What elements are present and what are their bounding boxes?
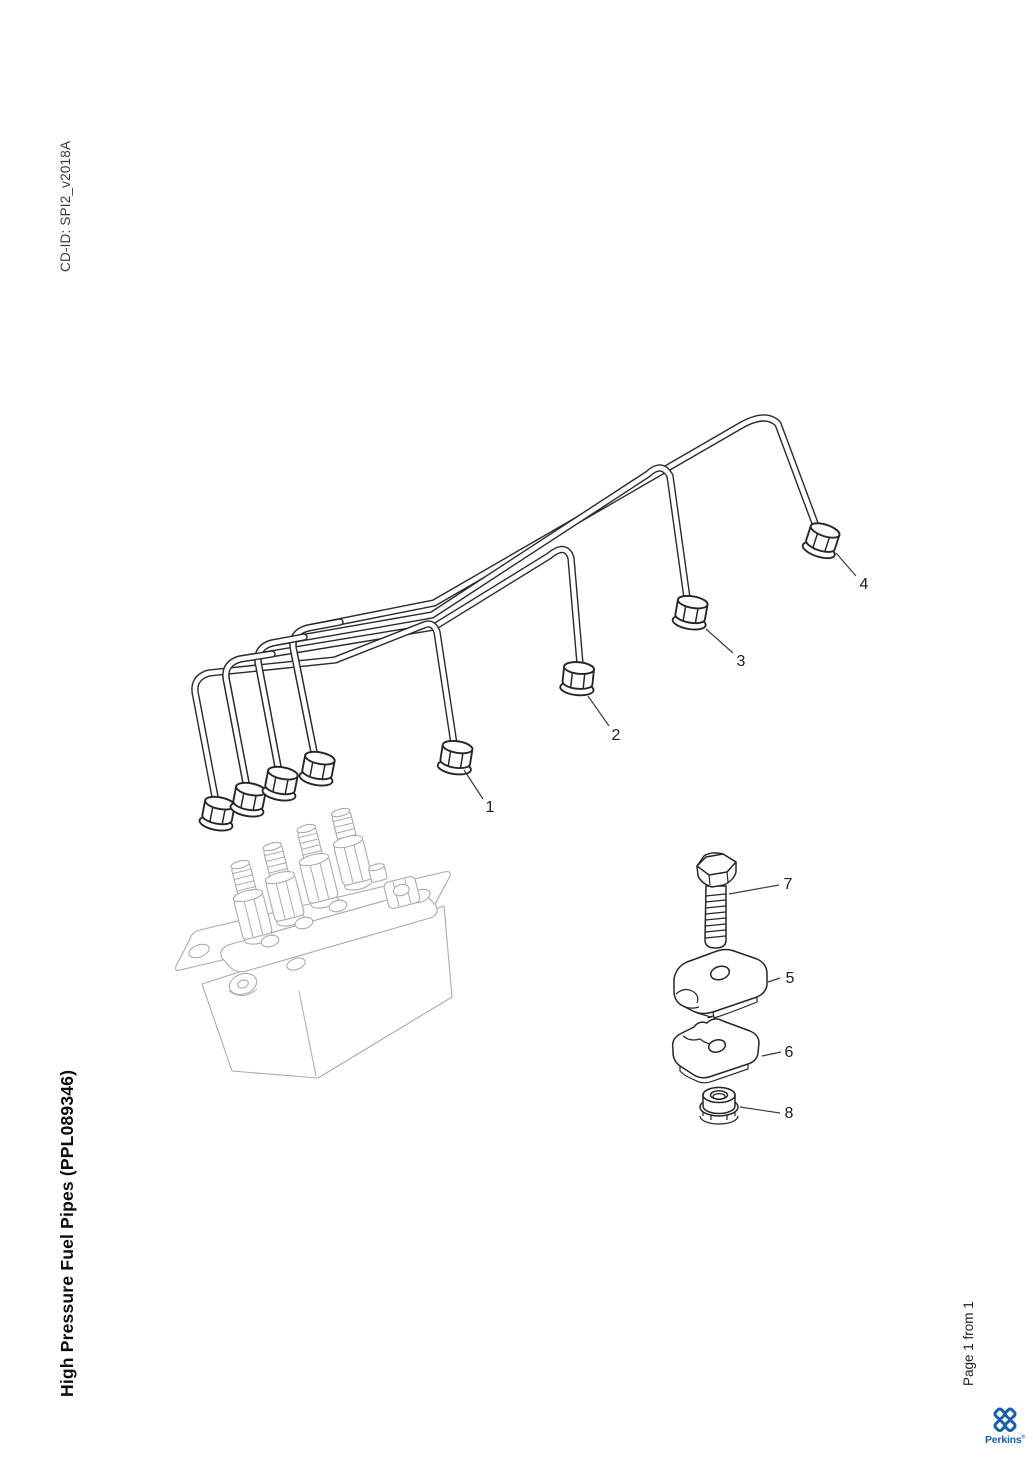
callout-7: 7 — [783, 876, 793, 893]
callout-3: 3 — [736, 653, 746, 670]
brand-name — [984, 1434, 1026, 1446]
fuel-pipe-4 — [293, 418, 816, 757]
brand-name-text: Perkins — [984, 1434, 1022, 1446]
callout-2: 2 — [611, 727, 621, 744]
cd-id-text: CD-ID: SPI2_v2018A — [58, 140, 73, 272]
callout-1: 1 — [485, 799, 495, 816]
injector-union-nut-1 — [437, 739, 475, 777]
clamp-bolt-illustration — [697, 853, 736, 948]
clamp-lower-saddle-illustration — [673, 1019, 759, 1083]
brand-block — [984, 1407, 1026, 1446]
callout-leader-lines — [464, 553, 856, 1113]
injector-union-nut-4 — [801, 520, 843, 562]
registered-mark: ® — [1021, 1434, 1026, 1441]
pump-union-nut-2 — [229, 780, 268, 819]
page-title: High Pressure Fuel Pipes (PPL089346) — [57, 1069, 77, 1397]
pump-union-nut-4 — [298, 749, 337, 788]
pump-union-nut-1 — [198, 794, 237, 833]
perkins-logo-icon — [993, 1407, 1017, 1433]
clamp-upper-plate-illustration — [674, 950, 767, 1019]
injection-pump-illustration — [176, 805, 452, 1078]
injector-union-nut-3 — [672, 594, 711, 632]
injector-union-nut-2 — [560, 661, 597, 697]
callout-5: 5 — [785, 970, 795, 987]
clamp-flange-nut-illustration — [700, 1088, 738, 1125]
callout-6: 6 — [784, 1044, 794, 1061]
page-indicator: Page 1 from 1 — [961, 1301, 976, 1386]
pump-union-nut-3 — [261, 764, 300, 803]
callout-4: 4 — [859, 576, 869, 593]
callout-8: 8 — [784, 1105, 794, 1122]
fuel-pipe-3 — [258, 468, 687, 772]
